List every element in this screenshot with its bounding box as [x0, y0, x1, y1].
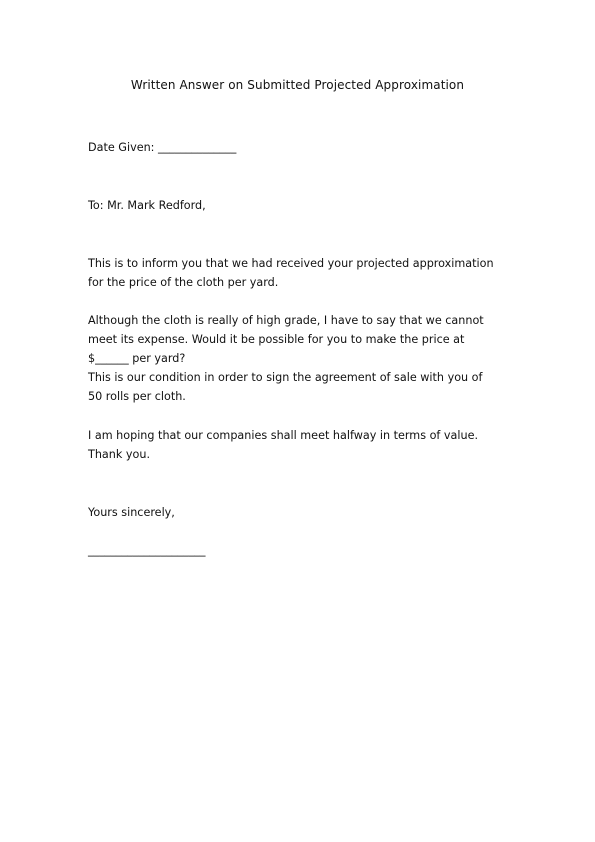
- paragraph-1-line: This is to inform you that we had received your projected approximation: [88, 257, 494, 270]
- recipient-line: To: Mr. Mark Redford,: [88, 199, 206, 212]
- paragraph-1-line: for the price of the cloth per yard.: [88, 276, 279, 289]
- signature-line: _____________________: [88, 544, 206, 557]
- paragraph-3-line: Thank you.: [88, 448, 151, 461]
- paragraph-3-line: I am hoping that our companies shall meet halfway in terms of value.: [88, 429, 479, 442]
- paragraph-2-line: meet its expense. Would it be possible for you to make the price at: [88, 333, 465, 346]
- date-line: Date Given: ______________: [88, 141, 237, 154]
- document-title: Written Answer on Submitted Projected Approximation: [130, 78, 465, 92]
- paragraph-2-line: $______ per yard?: [88, 352, 186, 365]
- paragraph-2-line: This is our condition in order to sign the agreement of sale with you of: [88, 371, 483, 384]
- paragraph-2-line: 50 rolls per cloth.: [88, 390, 186, 403]
- paragraph-2-line: Although the cloth is really of high grade, I have to say that we cannot: [88, 314, 484, 327]
- closing-line: Yours sincerely,: [88, 506, 175, 519]
